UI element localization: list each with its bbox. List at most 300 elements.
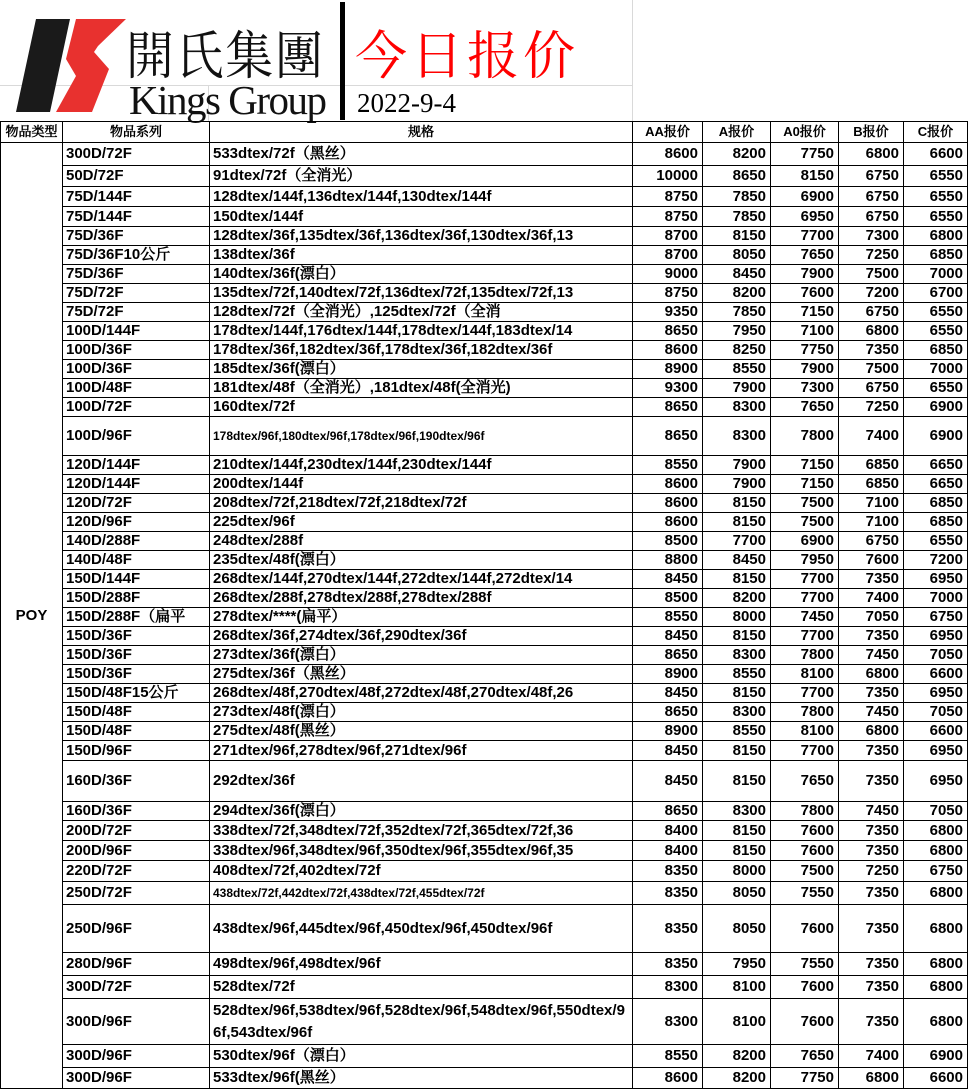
aa-price-cell: 8700 bbox=[633, 246, 703, 265]
aa-price-cell: 8650 bbox=[633, 398, 703, 417]
spec-cell: 338dtex/72f,348dtex/72f,352dtex/72f,365dtex/72f,36 bbox=[210, 821, 633, 841]
a0-price-cell: 7950 bbox=[771, 551, 839, 570]
b-price-cell: 7350 bbox=[839, 999, 904, 1045]
table-row bbox=[1, 761, 968, 802]
b-price-cell: 6850 bbox=[839, 475, 904, 494]
series-cell: 300D/96F bbox=[63, 999, 210, 1045]
column-header-aa-price: AA报价 bbox=[633, 122, 703, 143]
table-row bbox=[1, 703, 968, 722]
a-price-cell: 8550 bbox=[703, 665, 771, 684]
aa-price-cell: 8450 bbox=[633, 741, 703, 761]
b-price-cell: 6750 bbox=[839, 187, 904, 207]
a0-price-cell: 6900 bbox=[771, 532, 839, 551]
column-header-a0-price: A0报价 bbox=[771, 122, 839, 143]
series-cell: 50D/72F bbox=[63, 166, 210, 187]
aa-price-cell: 8650 bbox=[633, 646, 703, 665]
aa-price-cell: 8300 bbox=[633, 976, 703, 999]
spec-cell: 278dtex/****(扁平） bbox=[210, 608, 633, 627]
column-header-c-price: C报价 bbox=[904, 122, 968, 143]
column-header-b-price: B报价 bbox=[839, 122, 904, 143]
a-price-cell: 7900 bbox=[703, 475, 771, 494]
aa-price-cell: 8500 bbox=[633, 532, 703, 551]
c-price-cell: 6800 bbox=[904, 953, 968, 976]
c-price-cell: 7000 bbox=[904, 265, 968, 284]
aa-price-cell: 8600 bbox=[633, 513, 703, 532]
c-price-cell: 6850 bbox=[904, 341, 968, 360]
c-price-cell: 7050 bbox=[904, 703, 968, 722]
series-cell: 120D/144F bbox=[63, 456, 210, 475]
a-price-cell: 8450 bbox=[703, 551, 771, 570]
c-price-cell: 7050 bbox=[904, 802, 968, 821]
b-price-cell: 7350 bbox=[839, 761, 904, 802]
b-price-cell: 7600 bbox=[839, 551, 904, 570]
b-price-cell: 7350 bbox=[839, 821, 904, 841]
spec-cell: 91dtex/72f（全消光） bbox=[210, 166, 633, 187]
series-cell: 150D/144F bbox=[63, 570, 210, 589]
spec-cell: 528dtex/96f,538dtex/96f,528dtex/96f,548dtex/96f,550dtex/96f,543dtex/96f bbox=[210, 999, 633, 1045]
table-row bbox=[1, 1068, 968, 1089]
table-row bbox=[1, 379, 968, 398]
b-price-cell: 7250 bbox=[839, 246, 904, 265]
spec-cell: 533dtex/96f(黑丝） bbox=[210, 1068, 633, 1089]
a-price-cell: 8050 bbox=[703, 882, 771, 905]
b-price-cell: 7250 bbox=[839, 861, 904, 882]
c-price-cell: 7000 bbox=[904, 589, 968, 608]
b-price-cell: 7350 bbox=[839, 627, 904, 646]
series-cell: 75D/144F bbox=[63, 207, 210, 227]
aa-price-cell: 8450 bbox=[633, 570, 703, 589]
a0-price-cell: 7600 bbox=[771, 821, 839, 841]
series-cell: 150D/288F bbox=[63, 589, 210, 608]
c-price-cell: 6550 bbox=[904, 322, 968, 341]
aa-price-cell: 10000 bbox=[633, 166, 703, 187]
a0-price-cell: 7450 bbox=[771, 608, 839, 627]
table-row bbox=[1, 532, 968, 551]
table-row bbox=[1, 513, 968, 532]
aa-price-cell: 8650 bbox=[633, 703, 703, 722]
a-price-cell: 8250 bbox=[703, 341, 771, 360]
c-price-cell: 6550 bbox=[904, 532, 968, 551]
a-price-cell: 8150 bbox=[703, 627, 771, 646]
aa-price-cell: 8500 bbox=[633, 589, 703, 608]
a0-price-cell: 7750 bbox=[771, 1068, 839, 1089]
item-type-cell: POY bbox=[1, 143, 63, 1089]
table-row bbox=[1, 341, 968, 360]
c-price-cell: 6800 bbox=[904, 905, 968, 953]
b-price-cell: 7100 bbox=[839, 494, 904, 513]
table-body bbox=[1, 143, 968, 1089]
aa-price-cell: 8700 bbox=[633, 227, 703, 246]
b-price-cell: 6800 bbox=[839, 1068, 904, 1089]
a-price-cell: 8000 bbox=[703, 861, 771, 882]
spec-cell: 128dtex/36f,135dtex/36f,136dtex/36f,130dtex/36f,13 bbox=[210, 227, 633, 246]
ks-logo-mark-icon bbox=[14, 14, 129, 114]
series-cell: 140D/48F bbox=[63, 551, 210, 570]
a-price-cell: 8300 bbox=[703, 417, 771, 456]
table-row bbox=[1, 417, 968, 456]
c-price-cell: 6950 bbox=[904, 761, 968, 802]
spec-cell: 160dtex/72f bbox=[210, 398, 633, 417]
a0-price-cell: 7700 bbox=[771, 227, 839, 246]
aa-price-cell: 8450 bbox=[633, 684, 703, 703]
c-price-cell: 6550 bbox=[904, 379, 968, 398]
aa-price-cell: 9300 bbox=[633, 379, 703, 398]
aa-price-cell: 8600 bbox=[633, 143, 703, 166]
b-price-cell: 7350 bbox=[839, 953, 904, 976]
a-price-cell: 8550 bbox=[703, 360, 771, 379]
c-price-cell: 6950 bbox=[904, 741, 968, 761]
aa-price-cell: 8900 bbox=[633, 722, 703, 741]
spec-cell: 128dtex/72f（全消光）,125dtex/72f（全消 bbox=[210, 303, 633, 322]
b-price-cell: 7050 bbox=[839, 608, 904, 627]
table-row bbox=[1, 646, 968, 665]
series-cell: 160D/36F bbox=[63, 802, 210, 821]
b-price-cell: 7500 bbox=[839, 265, 904, 284]
sheet-header bbox=[0, 0, 969, 122]
a0-price-cell: 7700 bbox=[771, 589, 839, 608]
aa-price-cell: 8450 bbox=[633, 761, 703, 802]
a-price-cell: 8300 bbox=[703, 646, 771, 665]
series-cell: 150D/288F（扁平 bbox=[63, 608, 210, 627]
spec-cell: 268dtex/48f,270dtex/48f,272dtex/48f,270dtex/48f,26 bbox=[210, 684, 633, 703]
a0-price-cell: 7900 bbox=[771, 360, 839, 379]
table-row bbox=[1, 187, 968, 207]
b-price-cell: 7450 bbox=[839, 802, 904, 821]
spec-cell: 528dtex/72f bbox=[210, 976, 633, 999]
series-cell: 150D/48F15公斤 bbox=[63, 684, 210, 703]
table-row bbox=[1, 398, 968, 417]
c-price-cell: 6650 bbox=[904, 456, 968, 475]
spec-cell: 178dtex/36f,182dtex/36f,178dtex/36f,182dtex/36f bbox=[210, 341, 633, 360]
spec-cell: 275dtex/48f(黑丝） bbox=[210, 722, 633, 741]
spec-cell: 273dtex/48f(漂白） bbox=[210, 703, 633, 722]
table-row bbox=[1, 227, 968, 246]
page-title: 今日报价 bbox=[355, 27, 580, 87]
column-header-type: 物品类型 bbox=[1, 122, 63, 143]
c-price-cell: 6750 bbox=[904, 608, 968, 627]
c-price-cell: 6850 bbox=[904, 513, 968, 532]
c-price-cell: 6950 bbox=[904, 684, 968, 703]
table-row bbox=[1, 841, 968, 861]
table-row bbox=[1, 166, 968, 187]
series-cell: 120D/144F bbox=[63, 475, 210, 494]
spec-cell: 138dtex/36f bbox=[210, 246, 633, 265]
aa-price-cell: 8350 bbox=[633, 905, 703, 953]
table-row bbox=[1, 284, 968, 303]
aa-price-cell: 8650 bbox=[633, 417, 703, 456]
a-price-cell: 8450 bbox=[703, 265, 771, 284]
a0-price-cell: 8100 bbox=[771, 665, 839, 684]
a-price-cell: 8200 bbox=[703, 589, 771, 608]
spec-cell: 533dtex/72f（黑丝） bbox=[210, 143, 633, 166]
b-price-cell: 7450 bbox=[839, 646, 904, 665]
a-price-cell: 8050 bbox=[703, 246, 771, 265]
a-price-cell: 8300 bbox=[703, 802, 771, 821]
aa-price-cell: 8750 bbox=[633, 207, 703, 227]
a0-price-cell: 7150 bbox=[771, 475, 839, 494]
a-price-cell: 7900 bbox=[703, 456, 771, 475]
a0-price-cell: 7550 bbox=[771, 882, 839, 905]
aa-price-cell: 8650 bbox=[633, 322, 703, 341]
a-price-cell: 7700 bbox=[703, 532, 771, 551]
b-price-cell: 6800 bbox=[839, 665, 904, 684]
a0-price-cell: 7750 bbox=[771, 341, 839, 360]
a-price-cell: 8300 bbox=[703, 703, 771, 722]
c-price-cell: 6700 bbox=[904, 284, 968, 303]
series-cell: 300D/72F bbox=[63, 976, 210, 999]
a-price-cell: 8150 bbox=[703, 684, 771, 703]
table-row bbox=[1, 265, 968, 284]
a0-price-cell: 7500 bbox=[771, 494, 839, 513]
a-price-cell: 7850 bbox=[703, 187, 771, 207]
series-cell: 120D/72F bbox=[63, 494, 210, 513]
table-row bbox=[1, 1045, 968, 1068]
a0-price-cell: 7600 bbox=[771, 999, 839, 1045]
c-price-cell: 6650 bbox=[904, 475, 968, 494]
series-cell: 100D/36F bbox=[63, 360, 210, 379]
b-price-cell: 7350 bbox=[839, 841, 904, 861]
b-price-cell: 6800 bbox=[839, 322, 904, 341]
spec-cell: 498dtex/96f,498dtex/96f bbox=[210, 953, 633, 976]
spec-cell: 292dtex/36f bbox=[210, 761, 633, 802]
spec-cell: 135dtex/72f,140dtex/72f,136dtex/72f,135dtex/72f,13 bbox=[210, 284, 633, 303]
spec-cell: 268dtex/144f,270dtex/144f,272dtex/144f,272dtex/14 bbox=[210, 570, 633, 589]
a-price-cell: 8150 bbox=[703, 761, 771, 802]
a0-price-cell: 7650 bbox=[771, 761, 839, 802]
table-row bbox=[1, 207, 968, 227]
table-row bbox=[1, 722, 968, 741]
spec-cell: 530dtex/96f（漂白） bbox=[210, 1045, 633, 1068]
table-row bbox=[1, 976, 968, 999]
series-cell: 120D/96F bbox=[63, 513, 210, 532]
series-cell: 280D/96F bbox=[63, 953, 210, 976]
a0-price-cell: 6900 bbox=[771, 187, 839, 207]
series-cell: 300D/72F bbox=[63, 143, 210, 166]
c-price-cell: 6800 bbox=[904, 882, 968, 905]
c-price-cell: 6750 bbox=[904, 861, 968, 882]
a0-price-cell: 8150 bbox=[771, 166, 839, 187]
aa-price-cell: 8900 bbox=[633, 665, 703, 684]
series-cell: 75D/144F bbox=[63, 187, 210, 207]
b-price-cell: 7200 bbox=[839, 284, 904, 303]
spec-cell: 181dtex/48f（全消光）,181dtex/48f(全消光) bbox=[210, 379, 633, 398]
a0-price-cell: 7600 bbox=[771, 284, 839, 303]
a-price-cell: 8150 bbox=[703, 841, 771, 861]
spec-cell: 438dtex/96f,445dtex/96f,450dtex/96f,450dtex/96f bbox=[210, 905, 633, 953]
a-price-cell: 8550 bbox=[703, 722, 771, 741]
spec-cell: 235dtex/48f(漂白） bbox=[210, 551, 633, 570]
spec-cell: 268dtex/288f,278dtex/288f,278dtex/288f bbox=[210, 589, 633, 608]
aa-price-cell: 8350 bbox=[633, 882, 703, 905]
series-cell: 100D/72F bbox=[63, 398, 210, 417]
series-cell: 75D/36F bbox=[63, 265, 210, 284]
a0-price-cell: 7600 bbox=[771, 905, 839, 953]
c-price-cell: 6600 bbox=[904, 1068, 968, 1089]
c-price-cell: 6900 bbox=[904, 398, 968, 417]
series-cell: 200D/72F bbox=[63, 821, 210, 841]
aa-price-cell: 8400 bbox=[633, 841, 703, 861]
a0-price-cell: 8100 bbox=[771, 722, 839, 741]
table-row bbox=[1, 303, 968, 322]
spec-cell: 178dtex/96f,180dtex/96f,178dtex/96f,190dtex/96f bbox=[210, 417, 633, 456]
a-price-cell: 7850 bbox=[703, 303, 771, 322]
b-price-cell: 6850 bbox=[839, 456, 904, 475]
table-row bbox=[1, 589, 968, 608]
aa-price-cell: 8400 bbox=[633, 821, 703, 841]
a0-price-cell: 7800 bbox=[771, 646, 839, 665]
b-price-cell: 7350 bbox=[839, 341, 904, 360]
table-row bbox=[1, 882, 968, 905]
aa-price-cell: 8750 bbox=[633, 284, 703, 303]
aa-price-cell: 8650 bbox=[633, 802, 703, 821]
c-price-cell: 6600 bbox=[904, 665, 968, 684]
table-row bbox=[1, 684, 968, 703]
a0-price-cell: 7150 bbox=[771, 303, 839, 322]
a0-price-cell: 7300 bbox=[771, 379, 839, 398]
aa-price-cell: 8800 bbox=[633, 551, 703, 570]
table-row bbox=[1, 861, 968, 882]
table-header-row bbox=[1, 122, 968, 143]
series-cell: 100D/36F bbox=[63, 341, 210, 360]
spec-cell: 294dtex/36f(漂白） bbox=[210, 802, 633, 821]
series-cell: 200D/96F bbox=[63, 841, 210, 861]
series-cell: 75D/36F bbox=[63, 227, 210, 246]
spec-cell: 438dtex/72f,442dtex/72f,438dtex/72f,455dtex/72f bbox=[210, 882, 633, 905]
aa-price-cell: 9000 bbox=[633, 265, 703, 284]
series-cell: 300D/96F bbox=[63, 1068, 210, 1089]
a-price-cell: 8150 bbox=[703, 570, 771, 589]
c-price-cell: 6900 bbox=[904, 1045, 968, 1068]
table-row bbox=[1, 475, 968, 494]
table-row bbox=[1, 360, 968, 379]
cell-gridline bbox=[632, 0, 633, 122]
a-price-cell: 8150 bbox=[703, 227, 771, 246]
aa-price-cell: 8350 bbox=[633, 953, 703, 976]
b-price-cell: 7400 bbox=[839, 417, 904, 456]
series-cell: 100D/144F bbox=[63, 322, 210, 341]
spec-cell: 273dtex/36f(漂白） bbox=[210, 646, 633, 665]
table-row bbox=[1, 456, 968, 475]
aa-price-cell: 8550 bbox=[633, 456, 703, 475]
b-price-cell: 7350 bbox=[839, 741, 904, 761]
table-row bbox=[1, 741, 968, 761]
aa-price-cell: 8750 bbox=[633, 187, 703, 207]
b-price-cell: 7250 bbox=[839, 398, 904, 417]
a0-price-cell: 7550 bbox=[771, 953, 839, 976]
aa-price-cell: 8900 bbox=[633, 360, 703, 379]
a0-price-cell: 7700 bbox=[771, 627, 839, 646]
aa-price-cell: 8600 bbox=[633, 494, 703, 513]
a-price-cell: 8200 bbox=[703, 284, 771, 303]
b-price-cell: 7450 bbox=[839, 703, 904, 722]
aa-price-cell: 8600 bbox=[633, 1068, 703, 1089]
c-price-cell: 6850 bbox=[904, 494, 968, 513]
spec-cell: 128dtex/144f,136dtex/144f,130dtex/144f bbox=[210, 187, 633, 207]
c-price-cell: 6850 bbox=[904, 246, 968, 265]
b-price-cell: 7500 bbox=[839, 360, 904, 379]
c-price-cell: 6950 bbox=[904, 627, 968, 646]
spec-cell: 178dtex/144f,176dtex/144f,178dtex/144f,183dtex/14 bbox=[210, 322, 633, 341]
table-row bbox=[1, 953, 968, 976]
a0-price-cell: 7500 bbox=[771, 861, 839, 882]
a0-price-cell: 7800 bbox=[771, 703, 839, 722]
a-price-cell: 8150 bbox=[703, 821, 771, 841]
quote-date: 2022-9-4 bbox=[357, 88, 456, 118]
series-cell: 75D/36F10公斤 bbox=[63, 246, 210, 265]
spec-cell: 268dtex/36f,274dtex/36f,290dtex/36f bbox=[210, 627, 633, 646]
logo-english-name: Kings Group bbox=[129, 77, 326, 123]
kings-group-logo bbox=[14, 8, 334, 123]
spec-cell: 210dtex/144f,230dtex/144f,230dtex/144f bbox=[210, 456, 633, 475]
a0-price-cell: 7150 bbox=[771, 456, 839, 475]
column-header-a-price: A报价 bbox=[703, 122, 771, 143]
a0-price-cell: 7650 bbox=[771, 398, 839, 417]
table-row bbox=[1, 494, 968, 513]
table-row bbox=[1, 322, 968, 341]
b-price-cell: 7350 bbox=[839, 882, 904, 905]
a0-price-cell: 7750 bbox=[771, 143, 839, 166]
c-price-cell: 6550 bbox=[904, 187, 968, 207]
a-price-cell: 8150 bbox=[703, 513, 771, 532]
aa-price-cell: 9350 bbox=[633, 303, 703, 322]
series-cell: 160D/36F bbox=[63, 761, 210, 802]
c-price-cell: 6800 bbox=[904, 976, 968, 999]
a-price-cell: 7850 bbox=[703, 207, 771, 227]
series-cell: 300D/96F bbox=[63, 1045, 210, 1068]
c-price-cell: 6600 bbox=[904, 722, 968, 741]
a-price-cell: 8150 bbox=[703, 494, 771, 513]
spec-cell: 140dtex/36f(漂白） bbox=[210, 265, 633, 284]
series-cell: 140D/288F bbox=[63, 532, 210, 551]
series-cell: 75D/72F bbox=[63, 284, 210, 303]
aa-price-cell: 8550 bbox=[633, 608, 703, 627]
series-cell: 100D/48F bbox=[63, 379, 210, 398]
c-price-cell: 6800 bbox=[904, 227, 968, 246]
table-row bbox=[1, 999, 968, 1045]
spec-cell: 200dtex/144f bbox=[210, 475, 633, 494]
a0-price-cell: 7900 bbox=[771, 265, 839, 284]
a0-price-cell: 7100 bbox=[771, 322, 839, 341]
aa-price-cell: 8600 bbox=[633, 475, 703, 494]
a0-price-cell: 7650 bbox=[771, 246, 839, 265]
a0-price-cell: 7600 bbox=[771, 841, 839, 861]
c-price-cell: 7050 bbox=[904, 646, 968, 665]
a-price-cell: 8650 bbox=[703, 166, 771, 187]
spec-cell: 225dtex/96f bbox=[210, 513, 633, 532]
aa-price-cell: 8550 bbox=[633, 1045, 703, 1068]
spec-cell: 248dtex/288f bbox=[210, 532, 633, 551]
a0-price-cell: 7700 bbox=[771, 741, 839, 761]
b-price-cell: 7350 bbox=[839, 570, 904, 589]
a0-price-cell: 7600 bbox=[771, 976, 839, 999]
table-row bbox=[1, 802, 968, 821]
c-price-cell: 6550 bbox=[904, 166, 968, 187]
a-price-cell: 7900 bbox=[703, 379, 771, 398]
a0-price-cell: 7700 bbox=[771, 570, 839, 589]
table-row bbox=[1, 570, 968, 589]
table-row bbox=[1, 665, 968, 684]
spec-cell: 185dtex/36f(漂白） bbox=[210, 360, 633, 379]
b-price-cell: 7350 bbox=[839, 905, 904, 953]
table-row bbox=[1, 905, 968, 953]
series-cell: 150D/48F bbox=[63, 722, 210, 741]
c-price-cell: 6600 bbox=[904, 143, 968, 166]
b-price-cell: 7400 bbox=[839, 589, 904, 608]
c-price-cell: 6900 bbox=[904, 417, 968, 456]
a-price-cell: 8100 bbox=[703, 999, 771, 1045]
series-cell: 250D/72F bbox=[63, 882, 210, 905]
a-price-cell: 8050 bbox=[703, 905, 771, 953]
